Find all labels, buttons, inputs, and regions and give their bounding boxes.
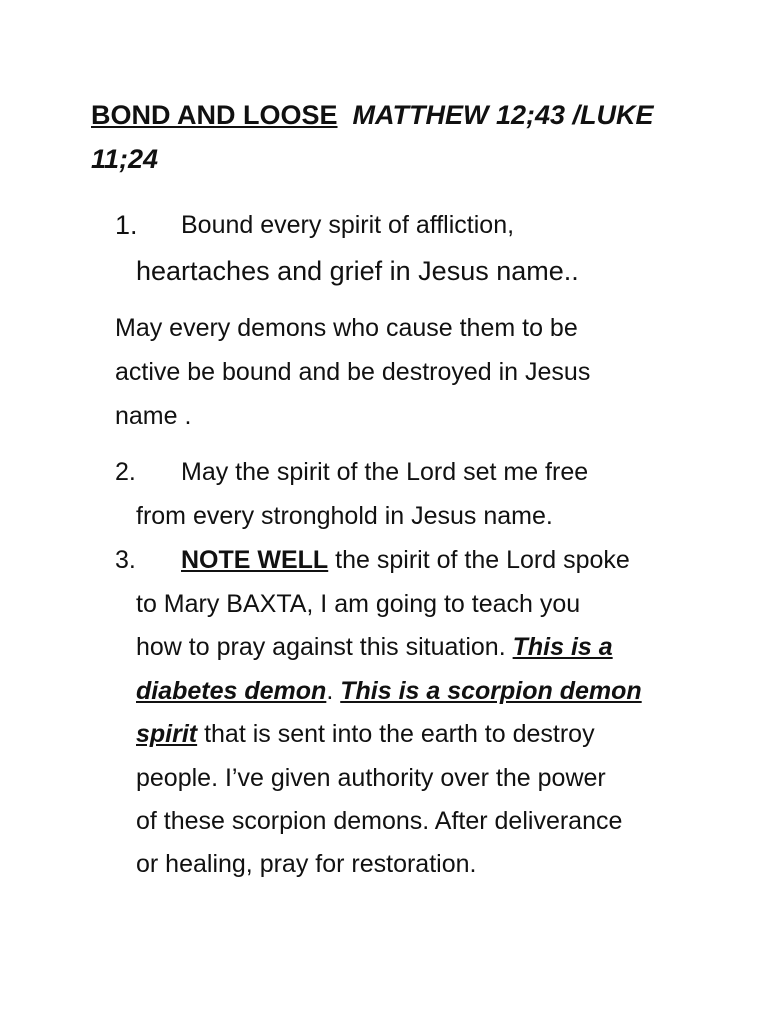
emphasis-diabetes-part-1: This is a — [512, 633, 613, 661]
item-3-line-8: or healing, pray for restoration. — [136, 850, 477, 878]
item-2-line-2: from every stronghold in Jesus name. — [136, 502, 553, 530]
item-2-line-1: May the spirit of the Lord set me free — [181, 458, 589, 486]
item-3-line-3-start: how to pray against this situation. — [136, 633, 513, 661]
emphasis-scorpion-part-2: spirit — [136, 720, 198, 748]
item-3-line-2: to Mary BAXTA, I am going to teach you — [136, 590, 581, 618]
item-1-number: 1. — [115, 210, 138, 240]
title-scripture-reference: MATTHEW 12;43 /LUKE 11;24 — [91, 100, 654, 174]
paragraph-line-1: May every demons who cause them to be — [115, 314, 578, 342]
item-3-number: 3. — [115, 546, 136, 574]
page-title — [91, 93, 691, 181]
item-1-line-1: Bound every spirit of affliction, — [181, 211, 515, 239]
item-3-line-1 — [181, 545, 630, 575]
item-3-line-1-rest: the spirit of the Lord spoke — [328, 546, 630, 574]
item-3-line-7: of these scorpion demons. After deliverance — [136, 807, 623, 835]
note-well-label: NOTE WELL — [181, 546, 329, 574]
item-3-line-5 — [136, 719, 595, 749]
emphasis-diabetes-part-2: diabetes demon — [136, 677, 327, 705]
item-3-line-6: people. I’ve given authority over the power — [136, 764, 606, 792]
emphasis-separator: . — [326, 677, 341, 705]
paragraph-line-2: active be bound and be destroyed in Jesus — [115, 358, 591, 386]
paragraph-line-3: name . — [115, 402, 192, 430]
item-3-line-5-rest: that is sent into the earth to destroy — [197, 720, 595, 748]
item-1-line-2: heartaches and grief in Jesus name.. — [136, 256, 579, 286]
item-3-line-4 — [136, 676, 642, 706]
title-main: BOND AND LOOSE — [91, 100, 338, 130]
emphasis-scorpion-part-1: This is a scorpion demon — [340, 677, 642, 705]
item-2-number: 2. — [115, 458, 136, 486]
item-3-line-3 — [136, 632, 613, 662]
